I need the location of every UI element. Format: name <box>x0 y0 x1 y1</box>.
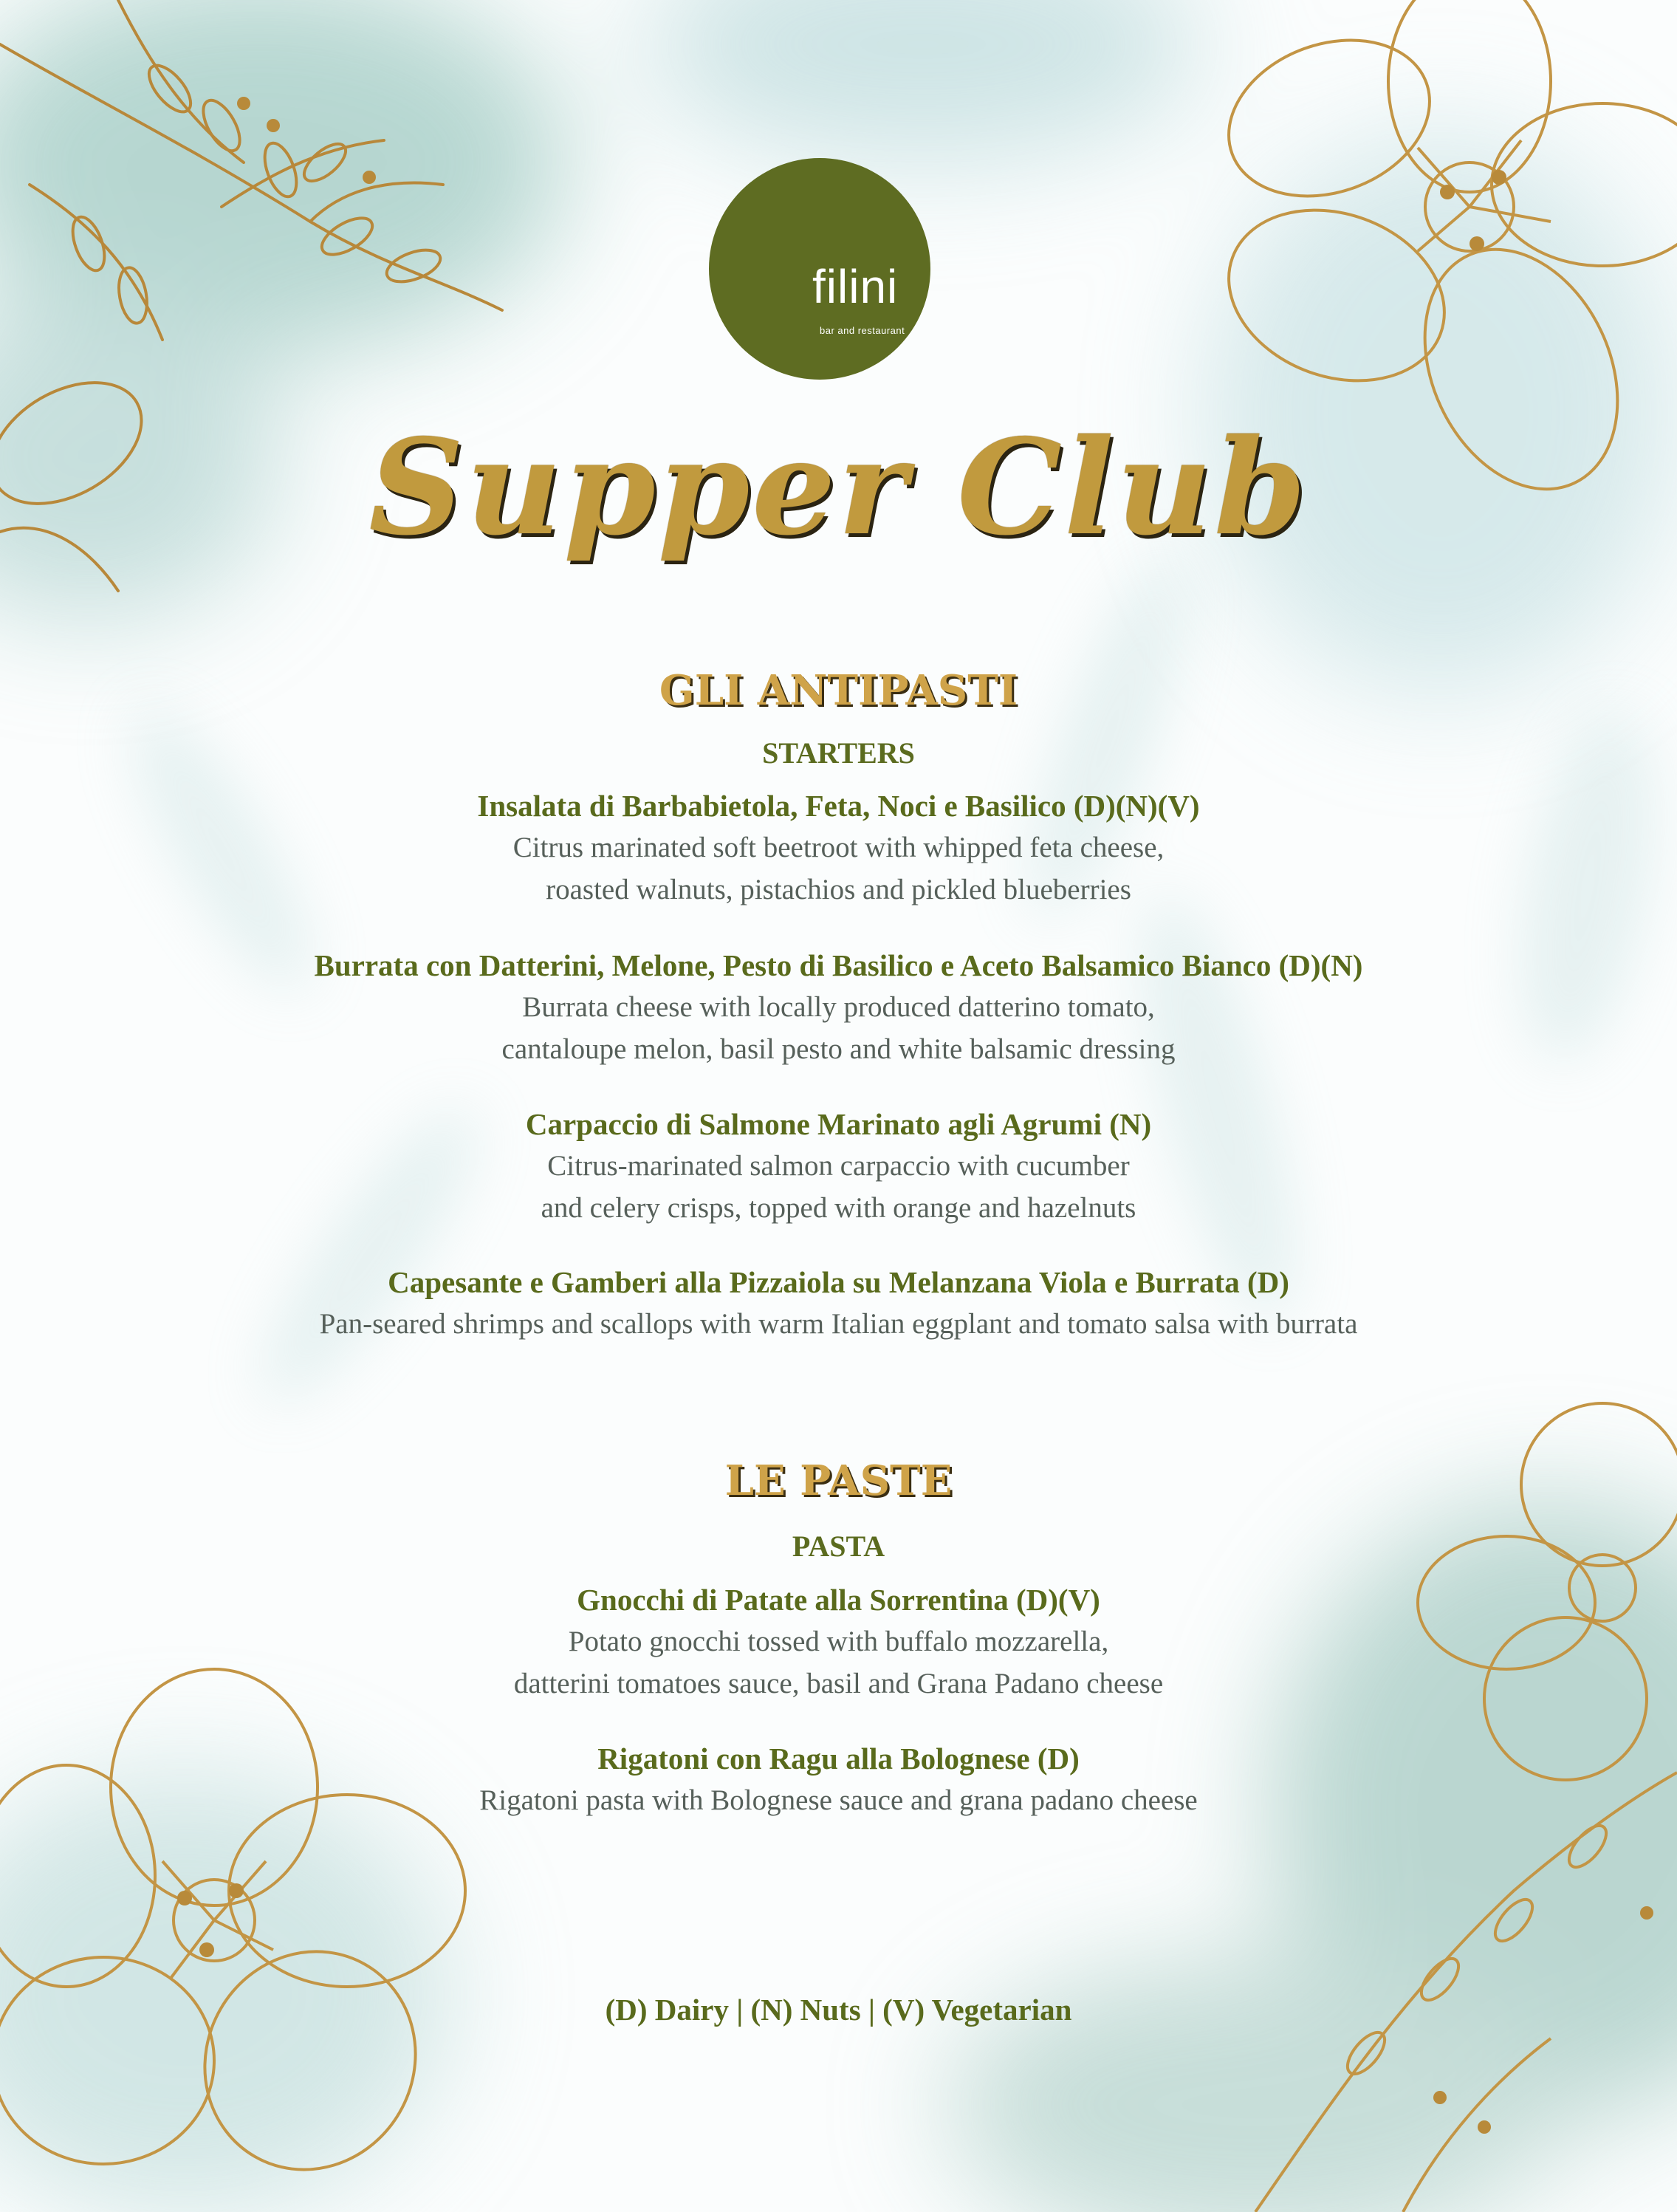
dish-description-line: Rigatoni pasta with Bolognese sauce and grana padano cheese <box>479 1784 1198 1816</box>
dish-name: Gnocchi di Patate alla Sorrentina (D)(V) <box>577 1583 1100 1617</box>
dietary-legend: (D) Dairy | (N) Nuts | (V) Vegetarian <box>605 1993 1072 2027</box>
logo-tagline: bar and restaurant <box>820 325 905 336</box>
dish-name: Rigatoni con Ragu alla Bolognese (D) <box>597 1742 1080 1776</box>
dish-item <box>0 785 1677 911</box>
dish-description-line: Pan-seared shrimps and scallops with warm Italian eggplant and tomato salsa with burrata <box>319 1308 1358 1340</box>
dish-description-line: cantaloupe melon, basil pesto and white balsamic dressing <box>501 1033 1176 1065</box>
menu-title: Supper Club <box>368 410 1309 564</box>
filini-logo <box>709 158 930 380</box>
section-subtitle-starters: STARTERS <box>762 736 915 770</box>
dish-item <box>0 1261 1677 1345</box>
dish-name: Capesante e Gamberi alla Pizzaiola su Melanzana Viola e Burrata (D) <box>388 1265 1289 1299</box>
dish-description-line: Potato gnocchi tossed with buffalo mozzarella, <box>568 1626 1109 1657</box>
section-title-paste: LE PASTE <box>724 1456 953 1505</box>
section-title-antipasti: GLI ANTIPASTI <box>659 666 1018 715</box>
section-subtitle-pasta: PASTA <box>792 1530 885 1563</box>
dish-name: Carpaccio di Salmone Marinato agli Agrumi (N) <box>525 1107 1152 1141</box>
dish-item <box>0 1103 1677 1229</box>
logo-name: filini <box>812 260 899 313</box>
dish-description-line: roasted walnuts, pistachios and pickled blueberries <box>546 874 1131 905</box>
dish-description-line: datterini tomatoes sauce, basil and Grana Padano cheese <box>513 1668 1164 1699</box>
dish-item <box>0 1579 1677 1705</box>
dish-description-line: and celery crisps, topped with orange and hazelnuts <box>541 1192 1136 1224</box>
dish-item <box>0 945 1677 1070</box>
dish-description-line: Citrus-marinated salmon carpaccio with cucumber <box>547 1150 1130 1182</box>
dish-description-line: Burrata cheese with locally produced datterino tomato, <box>522 991 1155 1023</box>
dish-item <box>0 1738 1677 1821</box>
dish-name: Insalata di Barbabietola, Feta, Noci e Basilico (D)(N)(V) <box>477 789 1200 823</box>
dish-name: Burrata con Datterini, Melone, Pesto di Basilico e Aceto Balsamico Bianco (D)(N) <box>314 948 1363 982</box>
dish-description-line: Citrus marinated soft beetroot with whipped feta cheese, <box>512 832 1165 863</box>
